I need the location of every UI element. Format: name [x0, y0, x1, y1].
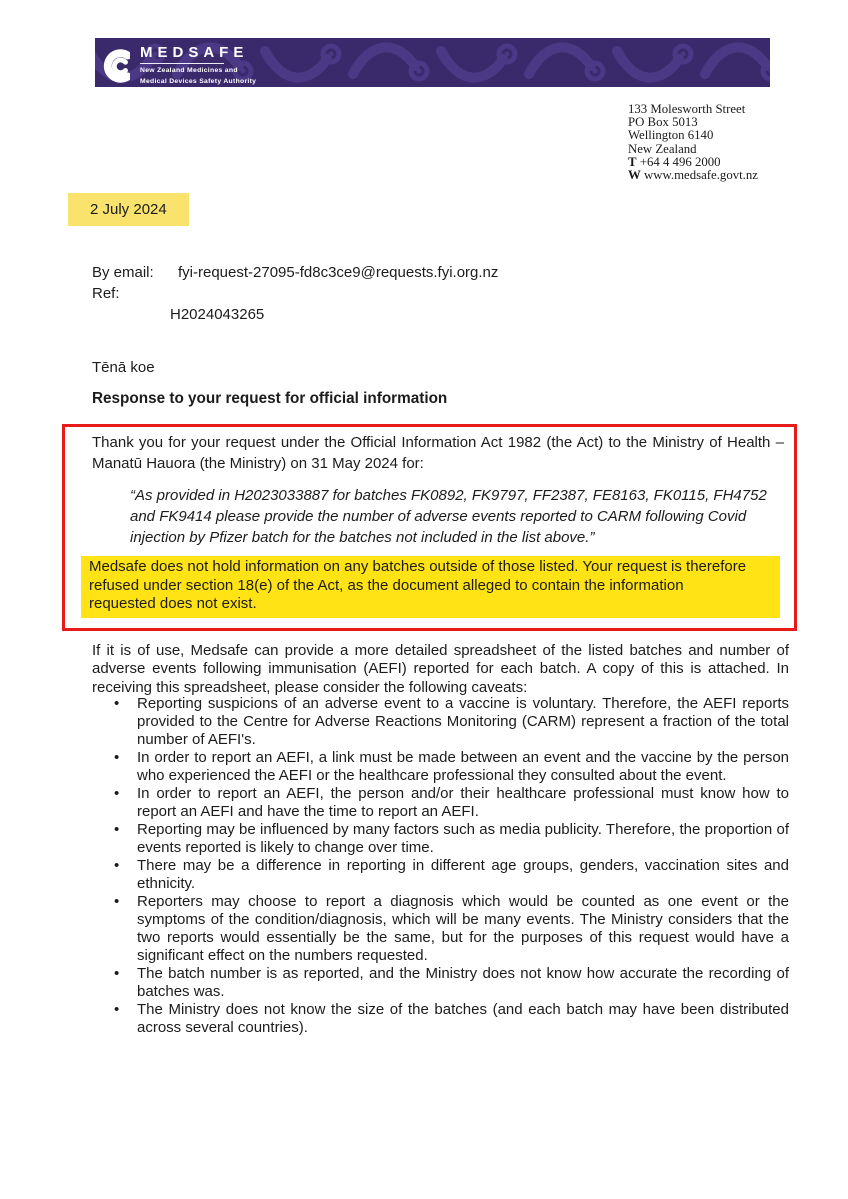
caveat-item: • In order to report an AEFI, a link must be made between an event and the vaccine by the person who experienced the AEFI or the healthcare professional they consulted about the event. [112, 749, 789, 785]
request-quote: “As provided in H2023033887 for batches FK0892, FK9797, FF2387, FE8163, FK0115, FH4752 and FK9414 please provide the number of adverse events reported to CARM following Covid injection by Pfizer batch for the batches not included in the list above.” [130, 487, 767, 546]
caveat-item: • Reporting may be influenced by many factors such as media publicity. Therefore, the proportion of events reported is likely to change over time. [112, 821, 789, 857]
medsafe-koru-icon [100, 48, 130, 84]
red-annotation-box [62, 424, 797, 631]
web-line [628, 169, 758, 182]
caveat-item: • In order to report an AEFI, the person and/or their healthcare professional must know how to report an AEFI and have the time to report an AEFI. [112, 785, 789, 821]
phone-label: T [628, 154, 637, 169]
logo-brand: MEDSAFE [140, 44, 249, 61]
letterhead-address [628, 103, 758, 182]
caveats-intro-paragraph: If it is of use, Medsafe can provide a more detailed spreadsheet of the listed batches and number of adverse events following immunisation (AEFI) reported for each batch. A copy of this is attached. In receiving this spreadsheet, please consider the following caveats: [92, 642, 789, 696]
web-label: W [628, 168, 641, 183]
ref-label: Ref: [92, 285, 120, 302]
caveat-item: • Reporting suspicions of an adverse event to a vaccine is voluntary. Therefore, the AEFI reports provided to the Centre for Adverse Reactions Monitoring (CARM) represent a fraction of the total number of AEFI's. [112, 695, 789, 749]
caveat-item: • Reporters may choose to report a diagnosis which would be counted as one event or the symptoms of the condition/diagnosis, which will be many events. The Ministry considers that the two reports would essentially be the same, but for the purposes of this request would have a significant effect on the numbers requested. [112, 893, 789, 965]
caveat-item: • The Ministry does not know the size of the batches (and each batch may have been distributed across several countries). [112, 1001, 789, 1037]
web-address: www.medsafe.govt.nz [644, 168, 758, 183]
request-intro-paragraph: Thank you for your request under the Official Information Act 1982 (the Act) to the Ministry of Health – Manatū Hauora (the Ministry) on 31 May 2024 for: [92, 434, 784, 472]
by-email-label: By email: [92, 264, 154, 281]
letter-date: 2 July 2024 [68, 193, 189, 226]
salutation: Tēnā koe [92, 359, 155, 376]
address-line: Wellington 6140 [628, 128, 714, 143]
ref-number: H2024043265 [170, 306, 265, 323]
subject-heading: Response to your request for official information [92, 390, 448, 407]
requester-email: fyi-request-27095-fd8c3ce9@requests.fyi.org.nz [178, 264, 499, 281]
letterhead-banner [95, 38, 770, 87]
logo-text [140, 45, 256, 86]
medsafe-logo [100, 45, 256, 86]
logo-tagline-line2: Medical Devices Safety Authority [140, 77, 257, 85]
address-line: New Zealand [628, 141, 697, 156]
address-line: 133 Molesworth Street [628, 102, 746, 116]
caveats-list [112, 695, 789, 1037]
caveat-item: • There may be a difference in reporting in different age groups, genders, vaccination sites and ethnicity. [112, 857, 789, 893]
caveat-item: • The batch number is as reported, and the Ministry does not know how accurate the recording of batches was. [112, 965, 789, 1001]
logo-tagline-line1: New Zealand Medicines and [140, 66, 238, 74]
address-line: PO Box 5013 [628, 115, 698, 130]
logo-divider [140, 63, 224, 64]
phone-number: +64 4 496 2000 [639, 154, 721, 169]
refusal-highlighted-text: Medsafe does not hold information on any batches outside of those listed. Your request is therefore refused under section 18(e) of the Act, as the document alleged to contain the information requested does not exist. [81, 556, 780, 618]
